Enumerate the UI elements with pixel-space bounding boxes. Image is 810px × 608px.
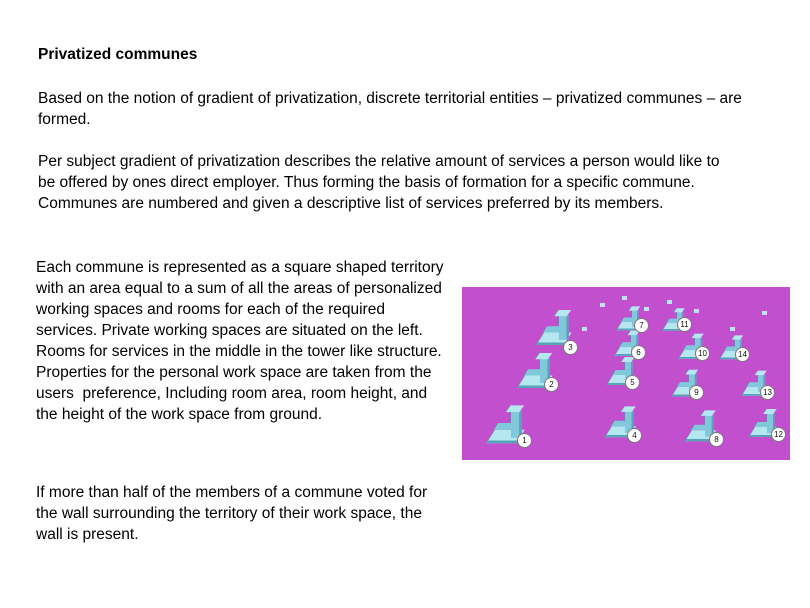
commune-number-marker: 9 [689,385,704,400]
commune-number-marker: 12 [771,427,786,442]
commune-number-marker: 14 [735,347,750,362]
commune-number-marker: 10 [695,346,710,361]
page-title: Privatized communes [38,46,198,63]
floating-cube [667,300,672,304]
commune-number-marker: 7 [634,318,649,333]
paragraph-intro: Based on the notion of gradient of privatization, discrete territorial entities – privatized communes – are formed. [38,90,747,128]
floating-cube [762,311,767,315]
commune-number-marker: 8 [709,432,724,447]
commune-number-marker: 5 [625,375,640,390]
paragraph-commune-representation: Each commune is represented as a square shaped territory with an area equal to a sum of all the areas of personalized working spaces and rooms for each of the required services. Private working spaces are situated on the left. Rooms for services in the middle in the tower like structure. Properties for the personal work space are taken from the users preference, Including room area, room height, and the height of the work space from ground. [36,259,448,423]
commune-number-marker: 13 [760,385,775,400]
floating-cube [582,327,587,331]
floating-cube [694,309,699,313]
commune-number-marker: 2 [544,377,559,392]
commune-number-marker: 11 [677,317,692,332]
commune-number-marker: 1 [517,433,532,448]
commune-number-marker: 3 [563,340,578,355]
floating-cube [644,307,649,311]
communes-figure [462,287,790,460]
floating-cube [622,296,627,300]
floating-cube [730,327,735,331]
commune-number-marker: 4 [627,428,642,443]
commune-number-marker: 6 [631,345,646,360]
paragraph-gradient: Per subject gradient of privatization describes the relative amount of services a person would like to be offered by ones direct employer. Thus forming the basis of formation for a specific commune. Communes are numbered and given a descriptive list of services preferred by its members. [38,153,724,212]
floating-cube [600,303,605,307]
paragraph-wall-vote: If more than half of the members of a commune voted for the wall surrounding the territory of their work space, the wall is present. [36,484,432,543]
